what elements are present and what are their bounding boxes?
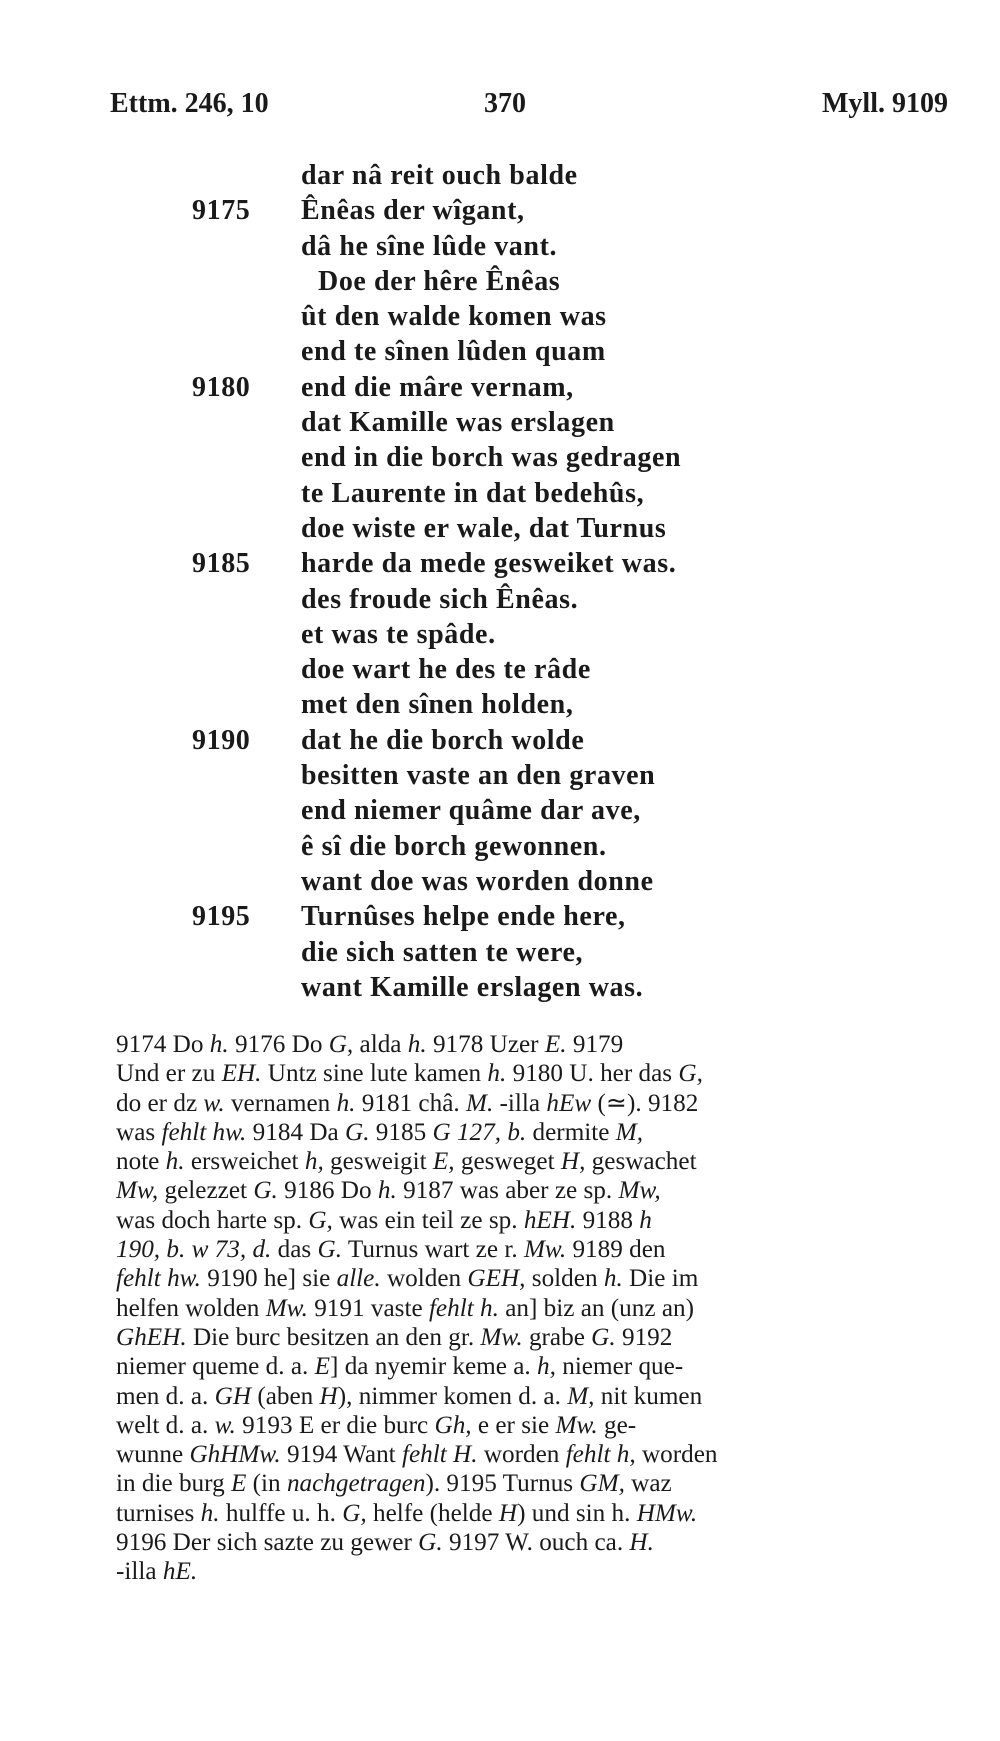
apparatus-text: note <box>116 1148 166 1176</box>
apparatus-siglum: G, <box>342 1499 367 1527</box>
apparatus-siglum: h, <box>304 1148 324 1176</box>
apparatus-siglum: HMw. <box>636 1499 698 1527</box>
apparatus-text: Turnus wart ze r. <box>342 1236 524 1264</box>
apparatus-line <box>116 1264 949 1293</box>
apparatus-text: dermite <box>526 1118 616 1146</box>
apparatus-siglum: fehlt hw. <box>161 1118 247 1146</box>
apparatus-text: ). 9195 Turnus <box>425 1470 580 1498</box>
apparatus-text: grabe <box>522 1323 592 1351</box>
apparatus-siglum: hEH. <box>523 1206 577 1234</box>
apparatus-text: was doch harte sp. <box>116 1206 309 1234</box>
apparatus-text: 9196 Der sich sazte zu gewer <box>116 1529 419 1557</box>
verse-line <box>0 193 1000 228</box>
verse-line <box>0 617 1000 652</box>
apparatus-line <box>116 1528 949 1557</box>
apparatus-text: -illa <box>493 1089 547 1117</box>
apparatus-text: worden <box>477 1441 566 1469</box>
apparatus-text: e er sie <box>471 1411 556 1439</box>
header-right: Myll. 9109 <box>822 88 948 119</box>
verse-text: doe wiste er wale, dat Turnus <box>301 512 667 544</box>
apparatus-text: was ein teil ze sp. <box>332 1206 524 1234</box>
apparatus-text: wunne <box>116 1441 190 1469</box>
apparatus-siglum: fehlt H. <box>401 1441 478 1469</box>
apparatus-siglum: H, <box>560 1148 586 1176</box>
apparatus-text: 9197 W. ouch ca. <box>442 1529 630 1557</box>
verse-text: doe wart he des te râde <box>301 654 591 686</box>
apparatus-text: hulffe u. h. <box>219 1499 343 1527</box>
verse-line <box>0 546 1000 581</box>
apparatus-siglum: Mw, <box>618 1177 661 1205</box>
page-number: 370 <box>484 88 526 119</box>
apparatus-text: niemer queme d. a. <box>116 1353 315 1381</box>
apparatus-siglum: G. <box>591 1323 616 1351</box>
apparatus-text: helfe (helde <box>366 1499 499 1527</box>
apparatus-siglum: EH. <box>221 1060 262 1088</box>
apparatus-text: -illa <box>116 1558 163 1586</box>
apparatus-text: 9184 Da <box>246 1118 345 1146</box>
verse-text: dâ he sîne lûde vant. <box>301 230 558 262</box>
verse-line <box>0 440 1000 475</box>
apparatus-siglum: Mw, <box>116 1177 159 1205</box>
apparatus-line <box>116 1469 949 1498</box>
apparatus-siglum: hE. <box>162 1558 198 1586</box>
apparatus-text: geswachet <box>585 1148 697 1176</box>
apparatus-text: 9186 Do <box>277 1177 378 1205</box>
running-header <box>110 88 948 128</box>
apparatus-siglum: E <box>314 1353 331 1381</box>
apparatus-siglum: h. <box>200 1499 220 1527</box>
apparatus-siglum: G. <box>317 1236 343 1264</box>
apparatus-siglum: H <box>319 1382 338 1410</box>
apparatus-siglum: fehlt hw. <box>116 1265 201 1293</box>
apparatus-text: 9178 Uzer <box>426 1031 545 1058</box>
apparatus-line <box>116 1294 949 1323</box>
apparatus-siglum: G. <box>253 1177 278 1205</box>
apparatus-siglum: Mw. <box>555 1411 598 1439</box>
verse-text: dar nâ reit ouch balde <box>301 160 578 191</box>
verse-line <box>0 334 1000 369</box>
apparatus-text: an] biz an (unz an) <box>498 1294 695 1322</box>
apparatus-siglum: G. <box>418 1529 443 1557</box>
verse-line <box>0 370 1000 405</box>
verse-line <box>0 935 1000 970</box>
apparatus-line <box>116 1440 949 1469</box>
apparatus-text: Und er zu <box>116 1060 222 1088</box>
apparatus-text: ersweichet <box>184 1148 305 1176</box>
apparatus-line <box>116 1352 949 1381</box>
apparatus-text: welt d. a. <box>116 1411 215 1439</box>
apparatus-text: wolden <box>380 1265 468 1293</box>
apparatus-text: (aben <box>251 1382 320 1410</box>
verse-text: end in die borch was gedragen <box>301 442 682 474</box>
apparatus-text: 9176 Do <box>228 1031 329 1058</box>
apparatus-siglum: fehlt h. <box>428 1294 499 1322</box>
apparatus-line <box>116 1557 949 1586</box>
poem-text <box>0 158 1000 1005</box>
verse-text: des froude sich Ênêas. <box>301 583 579 615</box>
apparatus-siglum: Gh, <box>434 1411 472 1439</box>
line-number: 9185 <box>192 548 251 580</box>
apparatus-text: was <box>116 1118 162 1146</box>
apparatus-text: ) und sin h. <box>517 1499 637 1527</box>
apparatus-text: das <box>271 1236 318 1264</box>
verse-line <box>0 829 1000 864</box>
apparatus-siglum: GM, <box>579 1470 625 1498</box>
verse-text: harde da mede gesweiket was. <box>301 548 677 580</box>
apparatus-text: 9181 châ. <box>355 1089 466 1117</box>
apparatus-text: alda <box>353 1031 408 1058</box>
verse-line <box>0 229 1000 264</box>
apparatus-text: 9187 was aber ze sp. <box>396 1177 619 1205</box>
apparatus-text: vernamen <box>224 1089 337 1117</box>
apparatus-line <box>116 1235 949 1264</box>
verse-text: dat Kamille was erslagen <box>301 407 615 439</box>
apparatus-siglum: G, <box>308 1206 333 1234</box>
verse-line <box>0 405 1000 440</box>
apparatus-siglum: h. <box>336 1089 356 1117</box>
apparatus-text: gesweget <box>454 1148 561 1176</box>
apparatus-text: 9192 <box>615 1323 673 1351</box>
apparatus-text: (≃). 9182 <box>591 1089 699 1117</box>
apparatus-siglum: M, <box>567 1382 595 1410</box>
verse-line <box>0 582 1000 617</box>
verse-text: Doe der hêre Ênêas <box>318 265 561 297</box>
apparatus-text: 9191 vaste <box>307 1294 429 1322</box>
apparatus-siglum: E. <box>544 1031 567 1058</box>
apparatus-text: ] da nyemir keme a. <box>330 1353 538 1381</box>
apparatus-siglum: GhEH. <box>116 1323 187 1351</box>
verse-text: end die mâre vernam, <box>301 371 574 403</box>
apparatus-siglum: w. <box>214 1411 236 1439</box>
verse-text: besitten vaste an den graven <box>301 760 656 792</box>
apparatus-siglum: h. <box>377 1177 397 1205</box>
apparatus-siglum: M. <box>465 1089 494 1117</box>
apparatus-siglum: G. <box>345 1118 370 1146</box>
verse-line <box>0 899 1000 934</box>
apparatus-siglum: Mw. <box>265 1294 308 1322</box>
verse-line <box>0 793 1000 828</box>
apparatus-siglum: H <box>498 1499 518 1527</box>
apparatus-siglum: M, <box>615 1118 644 1146</box>
apparatus-siglum: hEw <box>546 1089 592 1117</box>
critical-apparatus <box>116 1030 949 1587</box>
verse-text: Turnûses helpe ende here, <box>301 901 626 933</box>
apparatus-siglum: fehlt h, <box>565 1441 636 1469</box>
apparatus-line <box>116 1089 949 1118</box>
apparatus-text: 9180 U. her das <box>506 1060 679 1088</box>
verse-line <box>0 687 1000 722</box>
apparatus-line <box>116 1118 949 1147</box>
apparatus-line <box>116 1323 949 1352</box>
apparatus-text: in die burg <box>116 1470 231 1498</box>
apparatus-text: turnises <box>116 1499 201 1527</box>
verse-text: met den sînen holden, <box>301 689 574 721</box>
apparatus-siglum: GEH, <box>467 1265 526 1293</box>
apparatus-siglum: Mw. <box>523 1236 567 1264</box>
verse-text: end niemer quâme dar ave, <box>301 795 641 827</box>
apparatus-text: 9174 Do <box>116 1031 210 1058</box>
verse-text: end te sînen lûden quam <box>301 336 606 368</box>
apparatus-text: Untz sine lute kamen <box>261 1060 488 1088</box>
apparatus-text: worden <box>635 1441 718 1469</box>
apparatus-text: Die im <box>622 1265 699 1293</box>
verse-line <box>0 652 1000 687</box>
apparatus-line <box>116 1147 949 1176</box>
apparatus-text: do er dz <box>116 1089 204 1117</box>
apparatus-text: men d. a. <box>116 1382 215 1410</box>
verse-line <box>0 264 1000 299</box>
apparatus-siglum: alle. <box>336 1265 381 1293</box>
verse-line <box>0 158 1000 193</box>
apparatus-siglum: nachgetragen <box>286 1470 426 1498</box>
verse-text: dat he die borch wolde <box>301 724 585 756</box>
header-left: Ettm. 246, 10 <box>110 88 269 119</box>
verse-line <box>0 511 1000 546</box>
verse-text: ût den walde komen was <box>301 301 607 333</box>
verse-text: want Kamille erslagen was. <box>301 971 644 1003</box>
apparatus-siglum: G, <box>678 1060 703 1088</box>
apparatus-line <box>116 1030 949 1059</box>
line-number: 9195 <box>192 901 251 933</box>
apparatus-text: ge- <box>597 1411 637 1439</box>
apparatus-text: 9190 he] sie <box>200 1265 337 1293</box>
verse-text: te Laurente in dat bedehûs, <box>301 477 645 509</box>
apparatus-siglum: H. <box>629 1529 654 1557</box>
verse-text: want doe was worden donne <box>301 865 654 897</box>
apparatus-text: 9185 <box>369 1118 433 1146</box>
apparatus-line <box>116 1206 949 1235</box>
apparatus-text: niemer que- <box>555 1353 684 1381</box>
apparatus-line <box>116 1499 949 1528</box>
apparatus-siglum: 190, b. w 73, d. <box>116 1236 272 1264</box>
apparatus-siglum: G 127, b. <box>432 1118 527 1146</box>
apparatus-siglum: h <box>639 1206 652 1234</box>
apparatus-text: waz <box>624 1470 672 1498</box>
line-number: 9175 <box>192 195 251 227</box>
apparatus-siglum: G, <box>328 1031 354 1058</box>
apparatus-line <box>116 1411 949 1440</box>
verse-line <box>0 476 1000 511</box>
apparatus-siglum: h. <box>487 1060 507 1088</box>
apparatus-siglum: Mw. <box>480 1323 523 1351</box>
apparatus-siglum: h, <box>537 1353 556 1381</box>
apparatus-line <box>116 1176 949 1205</box>
apparatus-siglum: h. <box>209 1031 229 1058</box>
verse-line <box>0 723 1000 758</box>
apparatus-text: 9188 <box>576 1206 640 1234</box>
verse-line <box>0 864 1000 899</box>
line-number: 9180 <box>192 371 251 403</box>
apparatus-line <box>116 1382 949 1411</box>
apparatus-text: 9194 Want <box>280 1441 402 1469</box>
verse-line <box>0 970 1000 1005</box>
apparatus-text: gesweigit <box>323 1148 433 1176</box>
line-number: 9190 <box>192 724 251 756</box>
apparatus-siglum: h. <box>603 1265 623 1293</box>
apparatus-text: 9189 den <box>566 1236 666 1264</box>
apparatus-siglum: h. <box>407 1031 427 1058</box>
apparatus-siglum: E, <box>432 1148 455 1176</box>
apparatus-line <box>116 1059 949 1088</box>
apparatus-text: (in <box>246 1470 287 1498</box>
apparatus-text: 9193 E er die burc <box>235 1411 435 1439</box>
apparatus-siglum: w. <box>203 1089 225 1117</box>
apparatus-siglum: E <box>230 1470 247 1498</box>
apparatus-text: gelezzet <box>158 1177 254 1205</box>
apparatus-text: Die burc besitzen an den gr. <box>186 1323 481 1351</box>
apparatus-text: ), nimmer komen d. a. <box>337 1382 568 1410</box>
apparatus-text: nit kumen <box>594 1382 703 1410</box>
verse-text: Ênêas der wîgant, <box>301 195 525 227</box>
apparatus-text: 9179 <box>566 1031 624 1058</box>
verse-text: ê sî die borch gewonnen. <box>301 830 607 862</box>
verse-text: die sich satten te were, <box>301 936 584 968</box>
verse-line <box>0 758 1000 793</box>
verse-line <box>0 299 1000 334</box>
apparatus-text: solden <box>525 1265 604 1293</box>
apparatus-siglum: h. <box>165 1148 185 1176</box>
apparatus-siglum: GH <box>214 1382 252 1410</box>
apparatus-text: helfen wolden <box>116 1294 266 1322</box>
apparatus-siglum: GhHMw. <box>189 1441 281 1469</box>
verse-text: et was te spâde. <box>301 618 496 650</box>
